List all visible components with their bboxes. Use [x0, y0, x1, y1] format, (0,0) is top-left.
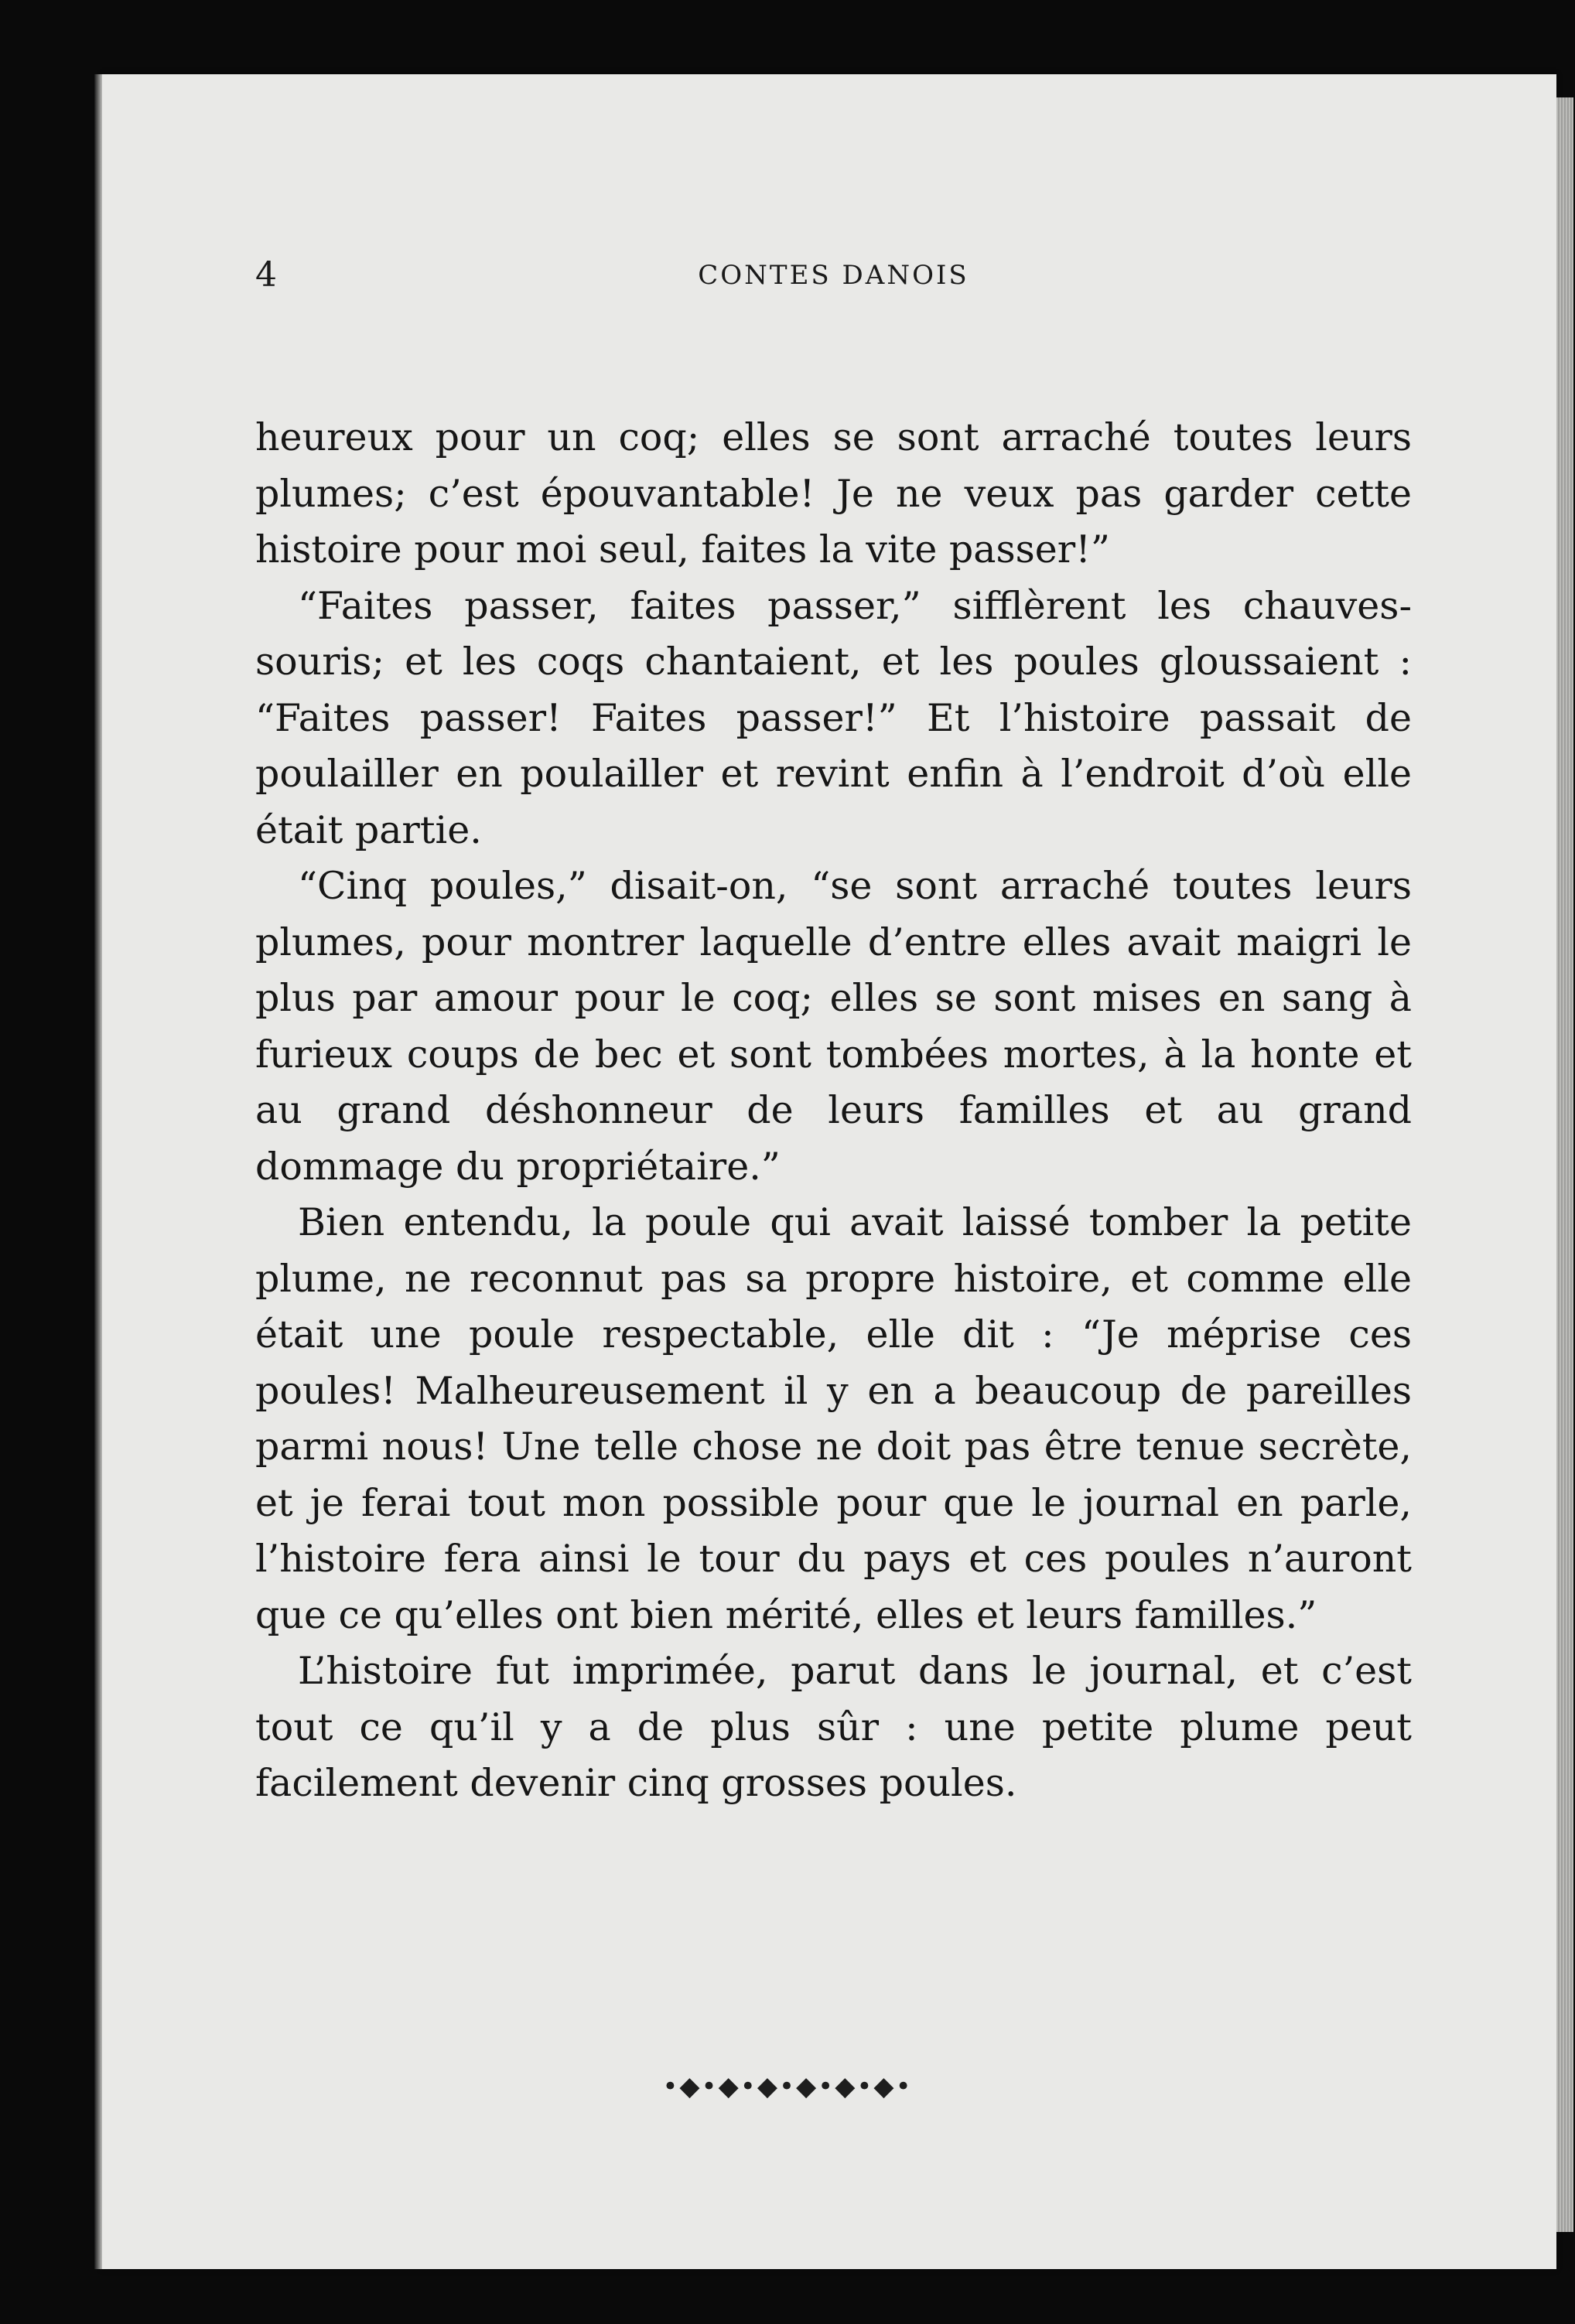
running-head: [255, 255, 1412, 302]
paragraph: L’histoire fut imprimée, parut dans le journal, et c’est tout ce qu’il y a de plus sûr : une petite plume peut facilement devenir cinq grosses poules.: [255, 1649, 1412, 1805]
tailpiece-ornament: •◆•◆•◆•◆•◆•◆•: [662, 2071, 913, 2102]
paragraph-continued: heureux pour un coq; elles se sont arraché toutes leurs plumes; c’est épouvantable! Je ne veux pas garder cette histoire pour moi seul, faites la vite passer!”: [255, 415, 1412, 572]
page-number: 4: [255, 255, 277, 295]
body-text: [255, 410, 1412, 1812]
paragraph: Bien entendu, la poule qui avait laissé tomber la petite plume, ne reconnut pas sa propre histoire, et comme elle était une poule respectable, elle dit : “Je méprise ces poules! Malheureusement il y en a beaucoup de pareilles parmi nous! Une telle chose ne doit pas être tenue secrète, et je ferai tout mon possible pour que le journal en parle, l’histoire fera ainsi le tour du pays et ces poules n’auront que ce qu’elles ont bien mérité, elles et leurs familles.”: [255, 1200, 1412, 1637]
page-left-edge: [94, 74, 102, 2269]
paragraph: “Faites passer, faites passer,” sifflèrent les chauves-souris; et les coqs chantaient, et les poules gloussaient : “Faites passer! Faites passer!” Et l’histoire passait de poulailler en poulailler et revint enfin à l’endroit d’où elle était partie.: [255, 583, 1412, 852]
paragraph: “Cinq poules,” disait-on, “se sont arraché toutes leurs plumes, pour montrer laquelle d’entre elles avait maigri le plus par amour pour le coq; elles se sont mises en sang à furieux coups de bec et sont tombées mortes, à la honte et au grand déshonneur de leurs familles et au grand dommage du propriétaire.”: [255, 864, 1412, 1189]
page-stack-edge: [1556, 97, 1573, 2232]
book-title: CONTES DANOIS: [698, 260, 969, 291]
